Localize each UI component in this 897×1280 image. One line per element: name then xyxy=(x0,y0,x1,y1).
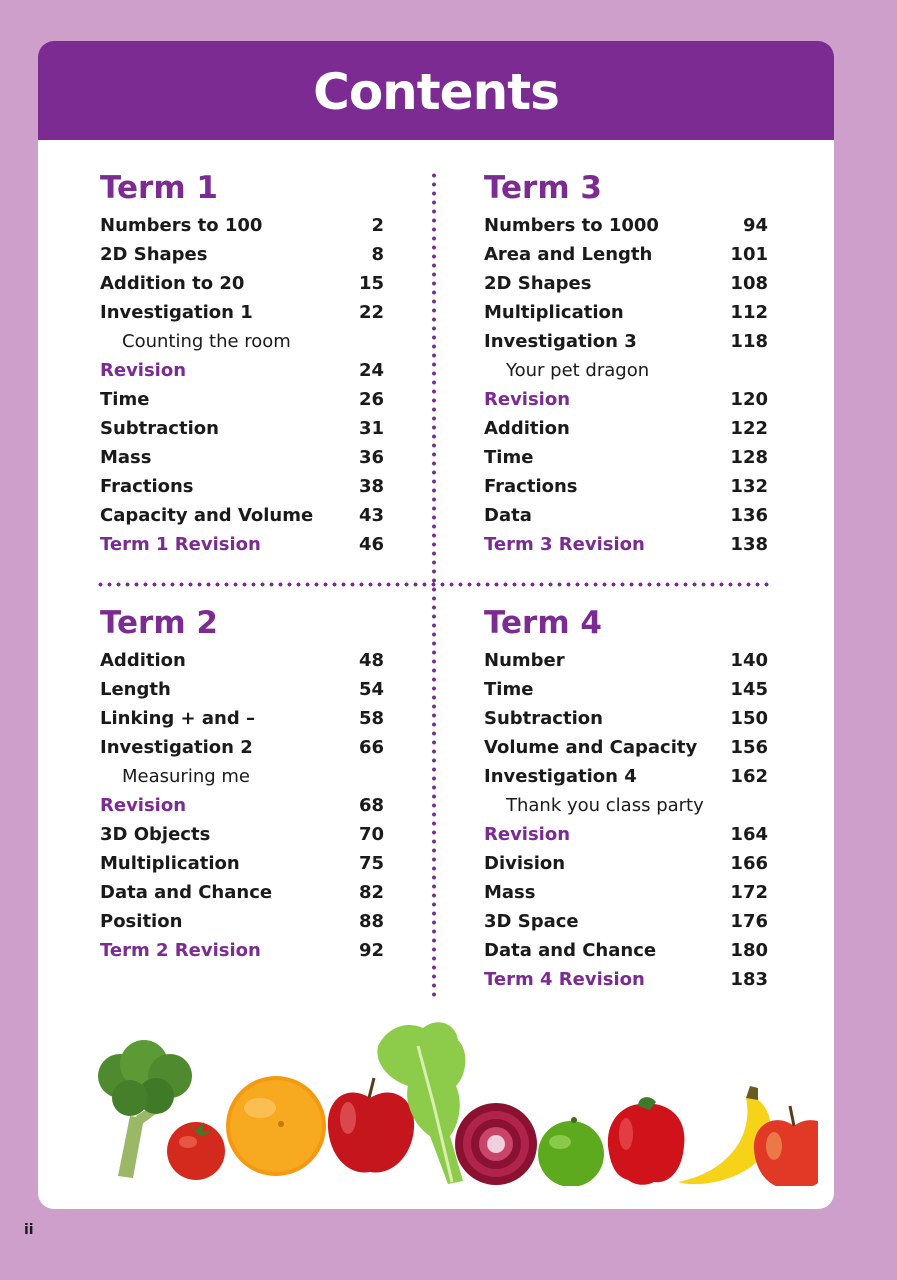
capsicum-icon xyxy=(608,1097,685,1185)
entry-label: 2D Shapes xyxy=(484,273,592,294)
entry-page-number: 162 xyxy=(730,766,768,787)
contents-entry xyxy=(100,849,384,878)
entry-label: Numbers to 1000 xyxy=(484,215,659,236)
term-1-heading: Term 1 xyxy=(100,170,219,206)
contents-entry xyxy=(484,414,768,443)
contents-entry xyxy=(484,269,768,298)
contents-subentry xyxy=(484,791,768,820)
contents-entry xyxy=(100,733,384,762)
contents-entry xyxy=(100,530,384,559)
entry-label: Addition xyxy=(484,418,570,439)
entry-page-number: 82 xyxy=(358,882,384,903)
contents-subentry xyxy=(100,327,384,356)
orange-icon xyxy=(226,1076,326,1176)
entry-label: Term 4 Revision xyxy=(484,969,645,990)
contents-entry xyxy=(484,733,768,762)
entry-page-number: 136 xyxy=(730,505,768,526)
entry-page-number: 68 xyxy=(358,795,384,816)
entry-page-number: 172 xyxy=(730,882,768,903)
contents-entry xyxy=(100,298,384,327)
entry-label: Capacity and Volume xyxy=(100,505,314,526)
entry-label: Mass xyxy=(484,882,536,903)
entry-page-number: 176 xyxy=(730,911,768,932)
entry-page-number: 120 xyxy=(730,389,768,410)
entry-page-number: 31 xyxy=(358,418,384,439)
entry-label: Revision xyxy=(484,824,571,845)
tomato-icon xyxy=(167,1122,225,1180)
entry-label: Numbers to 100 xyxy=(100,215,263,236)
contents-entry xyxy=(484,820,768,849)
entry-label: Area and Length xyxy=(484,244,653,265)
entry-page-number: 43 xyxy=(358,505,384,526)
contents-entry xyxy=(100,211,384,240)
entry-label: Length xyxy=(100,679,171,700)
entry-page-number: 118 xyxy=(730,331,768,352)
entry-label: Multiplication xyxy=(484,302,624,323)
term-4-heading: Term 4 xyxy=(484,605,603,641)
entry-page-number: 22 xyxy=(358,302,384,323)
contents-entry xyxy=(484,298,768,327)
entry-page-number: 122 xyxy=(730,418,768,439)
entry-page-number: 48 xyxy=(358,650,384,671)
term-2-entries xyxy=(100,646,384,965)
entry-page-number: 128 xyxy=(730,447,768,468)
entry-page-number: 145 xyxy=(730,679,768,700)
entry-label: Fractions xyxy=(100,476,194,497)
contents-entry xyxy=(100,356,384,385)
contents-entry xyxy=(484,704,768,733)
entry-label: 3D Objects xyxy=(100,824,211,845)
entry-page-number: 8 xyxy=(371,244,384,265)
entry-label: Term 3 Revision xyxy=(484,534,645,555)
entry-page-number: 180 xyxy=(730,940,768,961)
contents-entry xyxy=(484,211,768,240)
entry-page-number: 46 xyxy=(358,534,384,555)
entry-label: Division xyxy=(484,853,566,874)
onion-icon xyxy=(455,1103,537,1185)
entry-label: Data and Chance xyxy=(100,882,273,903)
entry-label: Revision xyxy=(100,795,187,816)
entry-page-number: 132 xyxy=(730,476,768,497)
entry-page-number: 24 xyxy=(358,360,384,381)
produce-illustration xyxy=(78,1006,818,1186)
contents-card xyxy=(38,41,834,1209)
entry-label: Subtraction xyxy=(100,418,219,439)
contents-subentry xyxy=(484,356,768,385)
contents-entry xyxy=(484,443,768,472)
entry-label: Term 2 Revision xyxy=(100,940,261,961)
entry-page-number: 183 xyxy=(730,969,768,990)
entry-label: Fractions xyxy=(484,476,578,497)
contents-subentry xyxy=(100,762,384,791)
contents-entry xyxy=(100,385,384,414)
entry-label: Time xyxy=(484,447,534,468)
entry-label: Revision xyxy=(484,389,571,410)
contents-entry xyxy=(100,791,384,820)
entry-label: Multiplication xyxy=(100,853,240,874)
page-title: Contents xyxy=(313,63,559,121)
entry-page-number: 166 xyxy=(730,853,768,874)
title-banner xyxy=(38,41,834,140)
entry-page-number: 38 xyxy=(358,476,384,497)
entry-label: Subtraction xyxy=(484,708,603,729)
entry-page-number: 112 xyxy=(730,302,768,323)
entry-page-number: 164 xyxy=(730,824,768,845)
entry-label: Number xyxy=(484,650,565,671)
contents-entry xyxy=(100,472,384,501)
entry-label: Data and Chance xyxy=(484,940,657,961)
entry-page-number: 92 xyxy=(358,940,384,961)
contents-entry xyxy=(484,849,768,878)
apple-icon xyxy=(328,1078,414,1173)
entry-page-number: 2 xyxy=(371,215,384,236)
horizontal-dotted-divider xyxy=(96,582,772,587)
page-number: ii xyxy=(24,1222,34,1238)
term-3-heading: Term 3 xyxy=(484,170,603,206)
entry-label: Investigation 2 xyxy=(100,737,253,758)
term-3-entries xyxy=(484,211,768,559)
contents-entry xyxy=(100,269,384,298)
contents-entry xyxy=(484,936,768,965)
entry-page-number: 15 xyxy=(358,273,384,294)
contents-entry xyxy=(484,762,768,791)
entry-label: Position xyxy=(100,911,183,932)
entry-page-number: 156 xyxy=(730,737,768,758)
contents-entry xyxy=(100,878,384,907)
term-4-entries xyxy=(484,646,768,994)
entry-page-number: 66 xyxy=(358,737,384,758)
contents-entry xyxy=(484,907,768,936)
entry-label: Time xyxy=(100,389,150,410)
entry-label: Counting the room xyxy=(122,331,291,352)
contents-entry xyxy=(484,501,768,530)
entry-page-number: 70 xyxy=(358,824,384,845)
entry-label: Investigation 4 xyxy=(484,766,637,787)
entry-page-number: 108 xyxy=(730,273,768,294)
contents-entry xyxy=(100,414,384,443)
entry-page-number: 36 xyxy=(358,447,384,468)
contents-entry xyxy=(100,907,384,936)
contents-entry xyxy=(484,327,768,356)
contents-entry xyxy=(484,472,768,501)
entry-label: Investigation 1 xyxy=(100,302,253,323)
contents-entry xyxy=(100,820,384,849)
entry-label: Time xyxy=(484,679,534,700)
entry-page-number: 26 xyxy=(358,389,384,410)
entry-label: Investigation 3 xyxy=(484,331,637,352)
entry-page-number: 94 xyxy=(742,215,768,236)
entry-page-number: 140 xyxy=(730,650,768,671)
contents-entry xyxy=(484,965,768,994)
entry-label: Term 1 Revision xyxy=(100,534,261,555)
contents-entry xyxy=(484,530,768,559)
entry-label: Addition xyxy=(100,650,186,671)
contents-entry xyxy=(484,240,768,269)
entry-page-number: 138 xyxy=(730,534,768,555)
entry-page-number: 101 xyxy=(730,244,768,265)
entry-page-number: 75 xyxy=(358,853,384,874)
entry-label: Addition to 20 xyxy=(100,273,245,294)
entry-label: Measuring me xyxy=(122,766,250,787)
contents-entry xyxy=(484,385,768,414)
contents-entry xyxy=(100,646,384,675)
entry-page-number: 54 xyxy=(358,679,384,700)
entry-label: Linking + and – xyxy=(100,708,256,729)
entry-label: 3D Space xyxy=(484,911,579,932)
contents-entry xyxy=(100,443,384,472)
contents-entry xyxy=(484,675,768,704)
lime-icon xyxy=(538,1117,604,1186)
entry-label: Volume and Capacity xyxy=(484,737,698,758)
entry-label: Mass xyxy=(100,447,152,468)
entry-label: Thank you class party xyxy=(506,795,704,816)
contents-entry xyxy=(484,646,768,675)
entry-label: Data xyxy=(484,505,532,526)
entry-page-number: 88 xyxy=(358,911,384,932)
contents-entry xyxy=(100,675,384,704)
entry-page-number: 150 xyxy=(730,708,768,729)
contents-entry xyxy=(100,240,384,269)
contents-entry xyxy=(100,936,384,965)
contents-entry xyxy=(484,878,768,907)
entry-label: 2D Shapes xyxy=(100,244,208,265)
contents-entry xyxy=(100,501,384,530)
term-2-heading: Term 2 xyxy=(100,605,219,641)
contents-entry xyxy=(100,704,384,733)
entry-label: Your pet dragon xyxy=(506,360,650,381)
term-1-entries xyxy=(100,211,384,559)
entry-label: Revision xyxy=(100,360,187,381)
entry-page-number: 58 xyxy=(358,708,384,729)
